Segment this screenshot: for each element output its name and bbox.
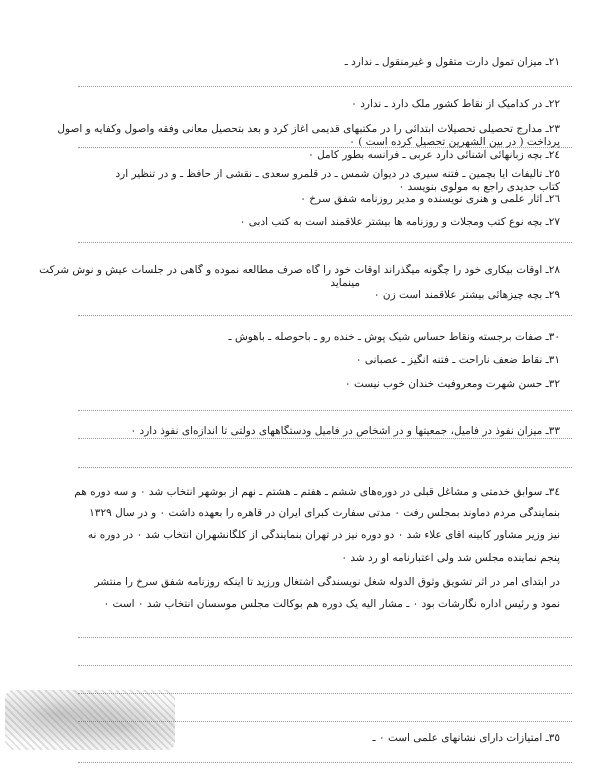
rule-line — [78, 438, 572, 439]
item-23-line1: ٢٣ـ مدارج تحصیلی تحصیلات ابتدائی را در مکتبهای قدیمی آغاز کرد و بعد بتحصیل معانی وفقه واصول وکفایه و اصول — [57, 123, 560, 135]
item-24: ٢٤ـ بچه زبانهائی آشنائی دارد عربی ـ فرانسه بطور کامل ٠ — [308, 149, 560, 161]
item-22: ٢٢ـ در کدامیک از نقاط کشور ملک دارد ـ ندارد ٠ — [351, 98, 560, 110]
item-34-line3: نیز وزیر مشاور کابینه آقای علاء شد ٠ دو دوره نیز در تهران بنمایندگی از کلگانشهران انتخاب شد ٠ در دوره نه — [87, 529, 560, 541]
item-25-cont: کتاب جدیدی راجع به مولوی بنویسد ٠ — [398, 181, 560, 193]
item-33: ٣٣ـ میزان نفوذ در فامیل، جمعیتها و در اشخاص در فامیل ودستگاههای دولتی تا اندازه‌ای نفوذ دارد ٠ — [130, 425, 560, 437]
item-30: ٣٠ـ صفات برجسته ونقاط حساس شیک پوش ـ خنده رو ـ باحوصله ـ باهوش ـ — [228, 331, 560, 343]
item-28-line2: مینماید — [330, 277, 360, 289]
item-34-line4: پنجم نماینده مجلس شد ولی اعتبارنامه او رد شد ٠ — [341, 552, 560, 564]
item-34-line2: بنمایندگی مردم دماوند بمجلس رفت ٠ مدتی سفارت کبرای ایران در قاهره را بعهده داشت ٠ و در سال ١٣٢٩ — [89, 507, 560, 519]
item-27: ٢٧ـ بچه نوع کتب ومجلات و روزنامه ها بیشتر علاقمند است به کتب ادبی ٠ — [239, 216, 560, 228]
item-23-line2: پرداخت ( در بین الشهرین تحصیل کرده است ) ٠ — [349, 136, 560, 148]
item-25: ٢٥ـ تألیفات ایا بچمین ـ فتنه سیری در دیوان شمس ـ در قلمرو سعدی ـ نقشی از حافظ ـ و در تنظیر ارد — [115, 168, 560, 180]
rule-line — [78, 86, 572, 87]
rule-line — [78, 242, 572, 243]
item-34-line5: در ابتدای امر در اثر تشویق وثوق الدوله شغل نویسندگی اشتغال ورزید تا اینکه روزنامه شفق سرخ را منتشر — [94, 576, 560, 588]
rule-line — [78, 410, 572, 411]
item-26: ٢٦ـ آثار علمی و هنری نویسنده و مدیر روزنامه شفق سرخ ٠ — [300, 193, 560, 205]
item-28-line1: ٢٨ـ اوقات بیکاری خود را چگونه میگذراند اوقات خود را گاه صرف مطالعه نموده و گاهی در جلسات عیش و نوش شرکت — [39, 264, 560, 276]
rule-line — [78, 637, 572, 638]
item-34-line1: ٣٤ـ سوابق خدمتی و مشاغل قبلی در دوره‌های ششم ـ هفتم ـ هشتم ـ نهم از بوشهر انتخاب شد ٠ و سه دوره هم — [74, 486, 560, 498]
rule-line — [78, 762, 572, 763]
item-32: ٣٢ـ حسن شهرت ومعروفیت خندان خوب نیست ٠ — [344, 378, 560, 390]
rule-line — [78, 665, 572, 666]
item-29: ٢٩ـ بچه چیزهائی بیشتر علاقمند است زن ٠ — [373, 289, 560, 301]
item-34-line6: نمود و رئیس اداره نگارشات بود ٠ ـ مشار الیه یک دوره هم بوکالت مجلس موسسان انتخاب شد ٠ است ٠ — [103, 598, 560, 610]
item-35: ٣٥ـ امتیازات دارای نشانهای علمی است ٠ ـ — [372, 732, 560, 744]
item-31: ٣١ـ نقاط ضعف ناراحت ـ فتنه انگیز ـ عصبانی ٠ — [355, 354, 560, 366]
rule-line — [78, 467, 572, 468]
item-21: ٢١ـ میزان تمول دارت متقول و غیرمنقول ـ ندارد ـ — [344, 56, 560, 68]
rule-line — [78, 315, 572, 316]
